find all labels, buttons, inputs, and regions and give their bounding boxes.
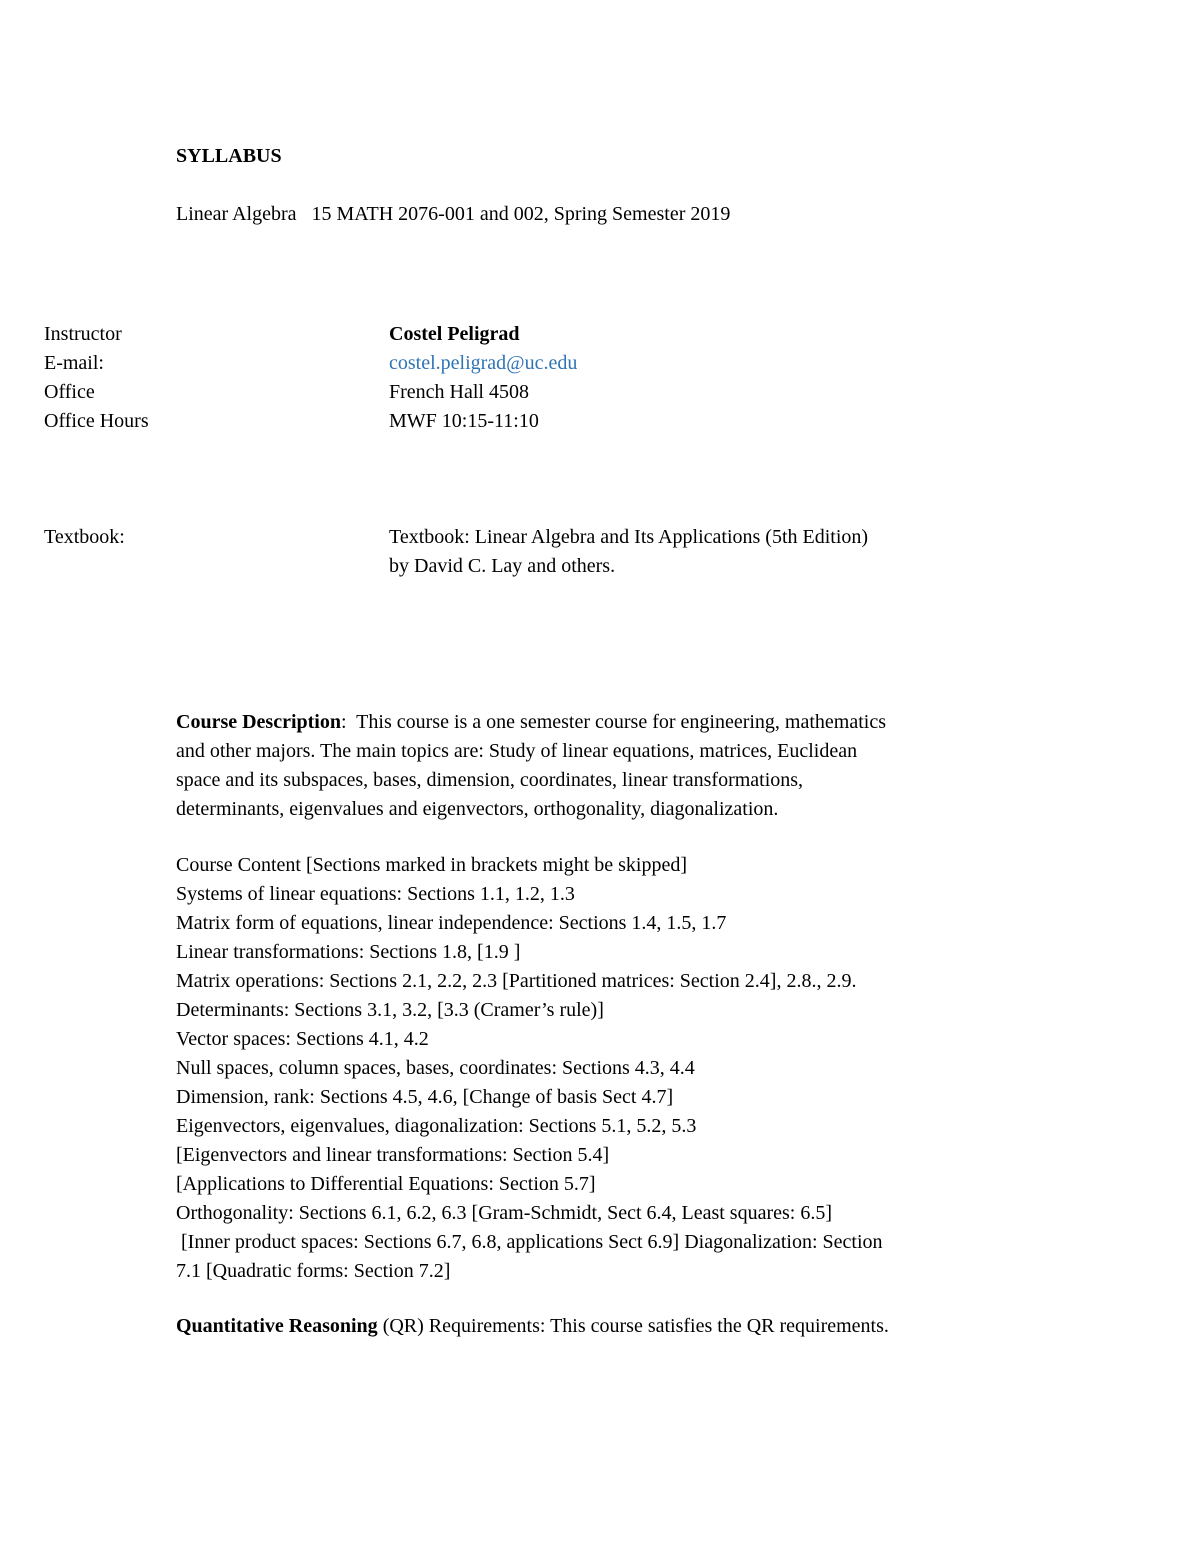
description-heading: Course Description bbox=[176, 711, 341, 733]
qr-heading: Quantitative Reasoning bbox=[176, 1315, 378, 1337]
page-title: SYLLABUS bbox=[176, 145, 282, 167]
instructor-name: Costel Peligrad bbox=[389, 323, 520, 345]
course-content-heading: Course Content [Sections marked in brackets might be skipped] bbox=[176, 854, 688, 876]
office-value: French Hall 4508 bbox=[389, 381, 529, 403]
office-hours-label: Office Hours bbox=[44, 410, 149, 432]
description-line-2: and other majors. The main topics are: Study of linear equations, matrices, Euclidean bbox=[176, 740, 858, 762]
list-item: Matrix form of equations, linear independence: Sections 1.4, 1.5, 1.7 bbox=[176, 912, 727, 934]
email-link[interactable]: costel.peligrad@uc.edu bbox=[389, 352, 578, 374]
instructor-label: Instructor bbox=[44, 323, 122, 345]
course-line: Linear Algebra 15 MATH 2076-001 and 002, Spring Semester 2019 bbox=[176, 203, 731, 225]
textbook-label: Textbook: bbox=[44, 526, 125, 548]
list-item: Null spaces, column spaces, bases, coordinates: Sections 4.3, 4.4 bbox=[176, 1057, 695, 1079]
description-line-1 bbox=[176, 708, 1036, 737]
list-item: 7.1 [Quadratic forms: Section 7.2] bbox=[176, 1260, 451, 1282]
list-item: Determinants: Sections 3.1, 3.2, [3.3 (Cramer’s rule)] bbox=[176, 999, 604, 1021]
textbook-line-1: Textbook: Linear Algebra and Its Applications (5th Edition) bbox=[389, 526, 869, 548]
list-item: Linear transformations: Sections 1.8, [1.9 ] bbox=[176, 941, 521, 963]
list-item: Vector spaces: Sections 4.1, 4.2 bbox=[176, 1028, 429, 1050]
list-item: Dimension, rank: Sections 4.5, 4.6, [Change of basis Sect 4.7] bbox=[176, 1086, 674, 1108]
office-hours-value: MWF 10:15-11:10 bbox=[389, 410, 539, 432]
list-item: Eigenvectors, eigenvalues, diagonalization: Sections 5.1, 5.2, 5.3 bbox=[176, 1115, 697, 1137]
qr-requirements bbox=[176, 1312, 889, 1341]
list-item: [Eigenvectors and linear transformations: Section 5.4] bbox=[176, 1144, 610, 1166]
description-line-3: space and its subspaces, bases, dimension, coordinates, linear transformations, bbox=[176, 769, 804, 791]
textbook-line-2: by David C. Lay and others. bbox=[389, 555, 616, 577]
qr-text: (QR) Requirements: This course satisfies the QR requirements. bbox=[377, 1315, 889, 1337]
list-item: Orthogonality: Sections 6.1, 6.2, 6.3 [Gram-Schmidt, Sect 6.4, Least squares: 6.5] bbox=[176, 1202, 833, 1224]
description-colon: : bbox=[340, 711, 347, 733]
email-label: E-mail: bbox=[44, 352, 104, 374]
list-item: Systems of linear equations: Sections 1.1, 1.2, 1.3 bbox=[176, 883, 575, 905]
description-text-1: This course is a one semester course for engineering, mathematics bbox=[346, 711, 886, 733]
course-content bbox=[176, 851, 1036, 1286]
list-item: [Inner product spaces: Sections 6.7, 6.8, applications Sect 6.9] Diagonalization: Section bbox=[176, 1231, 883, 1253]
office-label: Office bbox=[44, 381, 95, 403]
course-description bbox=[176, 708, 1036, 824]
list-item: [Applications to Differential Equations: Section 5.7] bbox=[176, 1173, 596, 1195]
list-item: Matrix operations: Sections 2.1, 2.2, 2.3 [Partitioned matrices: Section 2.4], 2.8., 2.9. bbox=[176, 970, 857, 992]
description-line-4: determinants, eigenvalues and eigenvectors, orthogonality, diagonalization. bbox=[176, 798, 779, 820]
